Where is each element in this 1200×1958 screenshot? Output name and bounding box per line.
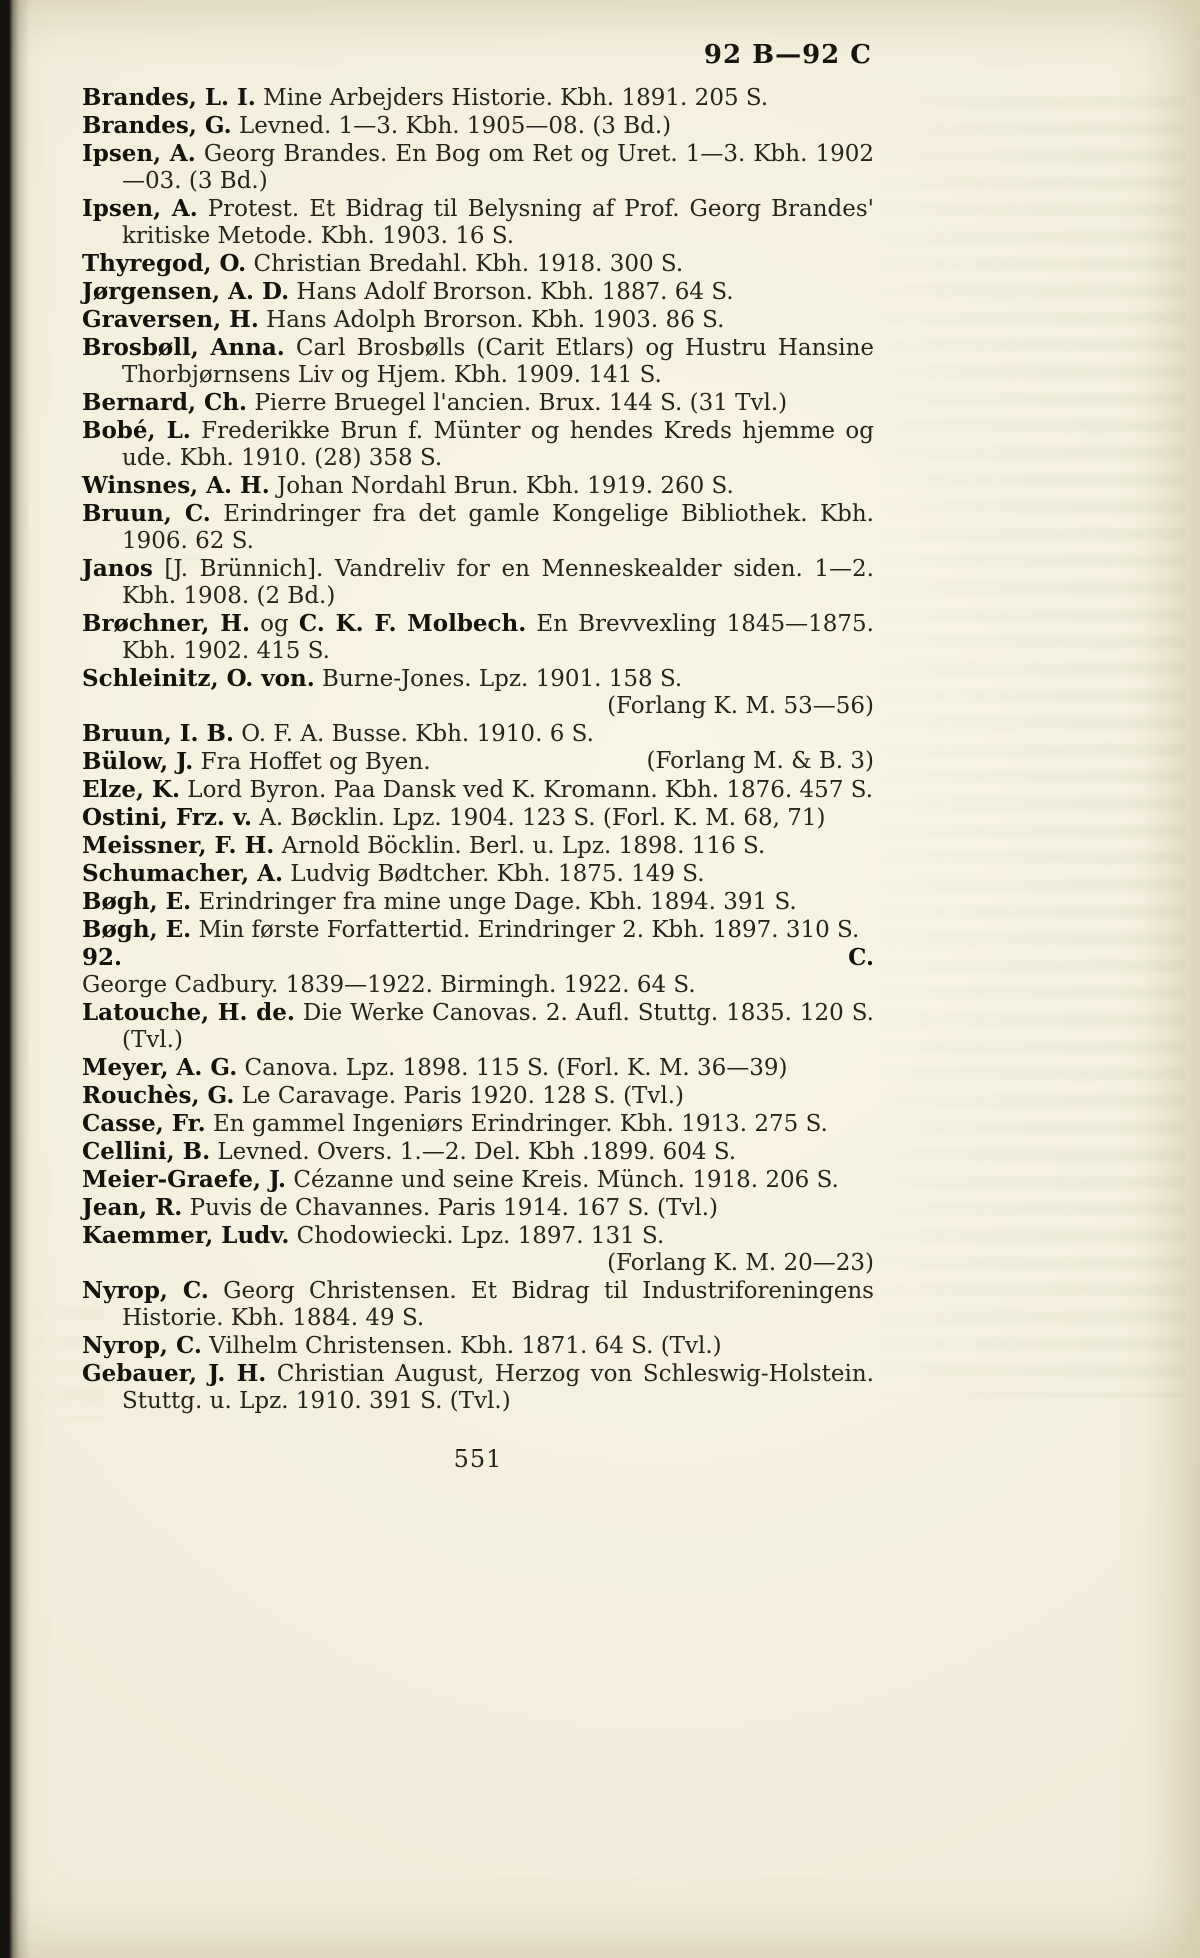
entry-text [82,1195,718,1221]
entry-detail: Puvis de Chavannes. Paris 1914. 167 S. (Tvl.) [182,1195,718,1221]
catalog-entry [82,610,874,665]
catalog-entry [82,776,874,804]
entry-detail: Ludvig Bødtcher. Kbh. 1875. 149 S. [282,861,705,887]
entry-text [82,85,768,111]
entry-author: Latouche, H. de. [82,999,295,1026]
entry-author: Brosbøll, Anna. [82,334,285,361]
entry-detail: og [250,611,299,637]
reference-note: C. [848,944,874,971]
reference-note: (Forlang K. M. 53—56) [607,693,874,719]
entry-text [82,666,682,692]
entry-text [82,777,873,803]
entry-author: Meier-Graefe, J. [82,1166,287,1193]
classification-range-header: 92 B—92 C [703,40,872,70]
entry-author: Schumacher, A. [82,860,283,887]
catalog-entry [82,112,874,140]
entry-detail: En Brevvexling 1845—1875. Kbh. 1902. 415 S. [122,611,874,664]
entry-detail: Protest. Et Bidrag til Belysning af Prof. Georg Brandes' kritiske Metode. Kbh. 1903. 16 S. [122,196,874,249]
entry-author: Jørgensen, A. D. [82,278,290,305]
running-head [82,40,874,70]
entry-text [82,473,734,499]
catalog-entry [82,84,874,112]
entry-detail: Le Caravage. Paris 1920. 128 S. (Tvl.) [234,1083,685,1109]
entry-author: Bruun, C. [82,500,211,527]
catalog-entry [82,1054,874,1082]
entry-text [82,1223,664,1249]
entry-author: Graversen, H. [82,306,259,333]
entry-detail: Die Werke Canovas. 2. Aufl. Stuttg. 1835. 120 S. (Tvl.) [122,1000,874,1053]
entry-author: Jean, R. [82,1194,183,1221]
bleed-through-text [880,88,1185,1398]
catalog-entry [82,832,874,860]
entry-text [82,1333,722,1359]
catalog-entry [82,1222,874,1277]
entry-detail: Burne-Jones. Lpz. 1901. 158 S. [314,666,683,692]
entry-text [82,611,874,664]
page-content [82,0,874,1473]
entry-detail: Levned. 1—3. Kbh. 1905—08. (3 Bd.) [231,113,672,139]
entry-author: Kaemmer, Ludv. [82,1222,290,1249]
entry-detail: A. Bøcklin. Lpz. 1904. 123 S. (Forl. K. M. 68, 71) [252,805,826,831]
catalog-entry [82,1138,874,1166]
entry-detail: Christian Bredahl. Kbh. 1918. 300 S. [246,251,684,277]
entry-detail: En gammel Ingeniørs Erindringer. Kbh. 1913. 275 S. [205,1111,828,1137]
reference-note: (Forlang K. M. 20—23) [607,1250,874,1276]
entry-author: Rouchès, G. [82,1082,235,1109]
entry-author: Elze, K. [82,776,180,803]
entry-detail: Mine Arbejders Historie. Kbh. 1891. 205 S. [255,85,769,111]
entry-text [82,721,594,747]
entry-detail: Cézanne und seine Kreis. Münch. 1918. 206 S. [286,1167,839,1193]
entry-text [82,335,874,388]
entry-text [82,113,671,139]
entry-author: 92. [82,944,123,971]
entry-detail: Chodowiecki. Lpz. 1897. 131 S. [289,1223,665,1249]
catalog-entry [82,500,874,555]
catalog-entry [82,1166,874,1194]
entry-author: Thyregod, O. [82,250,247,277]
entry-detail: George Cadbury. 1839—1922. Birmingh. 1922. 64 S. [82,972,696,998]
catalog-entry [82,1360,874,1415]
catalog-entry [82,334,874,389]
entry-text [82,748,431,776]
entry-text [82,501,874,554]
entry-detail: Johan Nordahl Brun. Kbh. 1919. 260 S. [269,473,734,499]
catalog-entry [82,1110,874,1138]
entry-author: Cellini, B. [82,1138,211,1165]
entry-text [82,1139,736,1165]
catalog-entry [82,916,874,944]
entry-text [82,307,724,333]
catalog-entry [82,972,874,999]
catalog-entry [82,195,874,250]
entry-author: Bülow, J. [82,748,194,775]
catalog-entry [82,389,874,417]
entry-detail: Hans Adolf Brorson. Kbh. 1887. 64 S. [289,279,734,305]
entry-detail: Canova. Lpz. 1898. 115 S. (Forl. K. M. 36—39) [237,1055,788,1081]
entry-detail: Levned. Overs. 1.—2. Del. Kbh .1899. 604 S. [210,1139,737,1165]
catalog-entry [82,1194,874,1222]
entry-author: Bernard, Ch. [82,389,248,416]
catalog-entry [82,804,874,832]
entry-text [82,917,859,943]
catalog-entry [82,748,874,776]
catalog-entry [82,1332,874,1360]
entry-text [82,1278,874,1331]
catalog-entry [82,417,874,472]
catalog-entry [82,999,874,1054]
catalog-entry [82,278,874,306]
entry-text [82,390,787,416]
entry-detail: Fra Hoffet og Byen. [193,749,431,775]
entry-detail: Hans Adolph Brorson. Kbh. 1903. 86 S. [258,307,725,333]
binding-shadow [0,0,30,1958]
page-number: 551 [453,1445,503,1473]
entry-detail: Vilhelm Christensen. Kbh. 1871. 64 S. (Tvl.) [201,1333,722,1359]
entry-text [82,1083,684,1109]
catalog-entry [82,888,874,916]
entry-detail: Georg Brandes. En Bog om Ret og Uret. 1—3. Kbh. 1902—03. (3 Bd.) [122,141,874,194]
entry-detail: Pierre Bruegel l'ancien. Brux. 144 S. (31 Tvl.) [247,390,788,416]
section-heading [82,944,874,972]
entry-author: Janos [82,555,153,582]
entry-detail: Min første Forfattertid. Erindringer 2. Kbh. 1897. 310 S. [191,917,860,943]
entry-author: Ipsen, A. [82,140,196,167]
entry-text [82,556,874,609]
entry-author: Ostini, Frz. v. [82,804,252,831]
catalog-entry [82,1277,874,1332]
catalog-entry [82,1082,874,1110]
catalog-entry [82,555,874,610]
entry-text [82,889,797,915]
entry-author: Nyrop, C. [82,1332,202,1359]
entry-text [82,1055,788,1081]
entry-text [82,279,734,305]
entry-author: Brandes, G. [82,112,232,139]
catalog-entry [82,140,874,195]
entry-text [82,944,122,972]
catalog-entry [82,306,874,334]
entry-text [82,1111,828,1137]
entry-text [82,833,765,859]
entry-author: Schleinitz, O. von. [82,665,315,692]
entry-detail: Arnold Böcklin. Berl. u. Lpz. 1898. 116 S. [274,833,766,859]
entry-author: Bruun, I. B. [82,720,234,747]
catalog-entry [82,472,874,500]
entry-author: Bøgh, E. [82,888,192,915]
entry-detail: Carl Brosbølls (Carit Etlars) og Hustru Hansine Thorbjørnsens Liv og Hjem. Kbh. 1909. 141 S. [122,335,874,388]
entry-detail: Georg Christensen. Et Bidrag til Industriforeningens Historie. Kbh. 1884. 49 S. [122,1278,874,1331]
entry-text [82,251,683,277]
entry-detail: O. F. A. Busse. Kbh. 1910. 6 S. [233,721,594,747]
entry-text [82,805,826,831]
entry-text [82,1000,874,1053]
entry-list [82,84,874,1415]
catalog-entry [82,860,874,888]
catalog-entry [82,250,874,278]
entry-author: Bobé, L. [82,417,191,444]
entry-text [82,141,874,194]
entry-text [82,861,705,887]
entry-text [82,1361,874,1414]
entry-text [82,418,874,471]
entry-author: Bøgh, E. [82,916,192,943]
entry-author: Casse, Fr. [82,1110,206,1137]
entry-text [82,1167,839,1193]
entry-text [82,196,874,249]
entry-detail: Frederikke Brun f. Münter og hendes Kreds hjemme og ude. Kbh. 1910. (28) 358 S. [122,418,874,471]
entry-detail: Lord Byron. Paa Dansk ved K. Kromann. Kbh. 1876. 457 S. [179,777,874,803]
catalog-entry [82,720,874,748]
entry-author: Brøchner, H. [82,610,251,637]
entry-author: Gebauer, J. H. [82,1360,267,1387]
entry-detail: [J. Brünnich]. Vandreliv for en Menneskealder siden. 1—2. Kbh. 1908. (2 Bd.) [122,556,874,609]
catalog-entry [82,665,874,720]
entry-detail: Erindringer fra mine unge Dage. Kbh. 1894. 391 S. [191,889,797,915]
entry-detail: Christian August, Herzog von Schleswig-Holstein. Stuttg. u. Lpz. 1910. 391 S. (Tvl.) [122,1361,874,1414]
entry-author: Nyrop, C. [82,1277,209,1304]
entry-author: Ipsen, A. [82,195,198,222]
entry-author: Brandes, L. I. [82,84,256,111]
entry-author: Meissner, F. H. [82,832,275,859]
entry-text [82,972,696,998]
reference-note: (Forlang M. & B. 3) [646,748,874,774]
entry-author: Winsnes, A. H. [82,472,270,499]
entry-detail: Erindringer fra det gamle Kongelige Bibliothek. Kbh. 1906. 62 S. [122,501,874,554]
entry-author: C. K. F. Molbech. [298,610,527,637]
entry-author: Meyer, A. G. [82,1054,238,1081]
